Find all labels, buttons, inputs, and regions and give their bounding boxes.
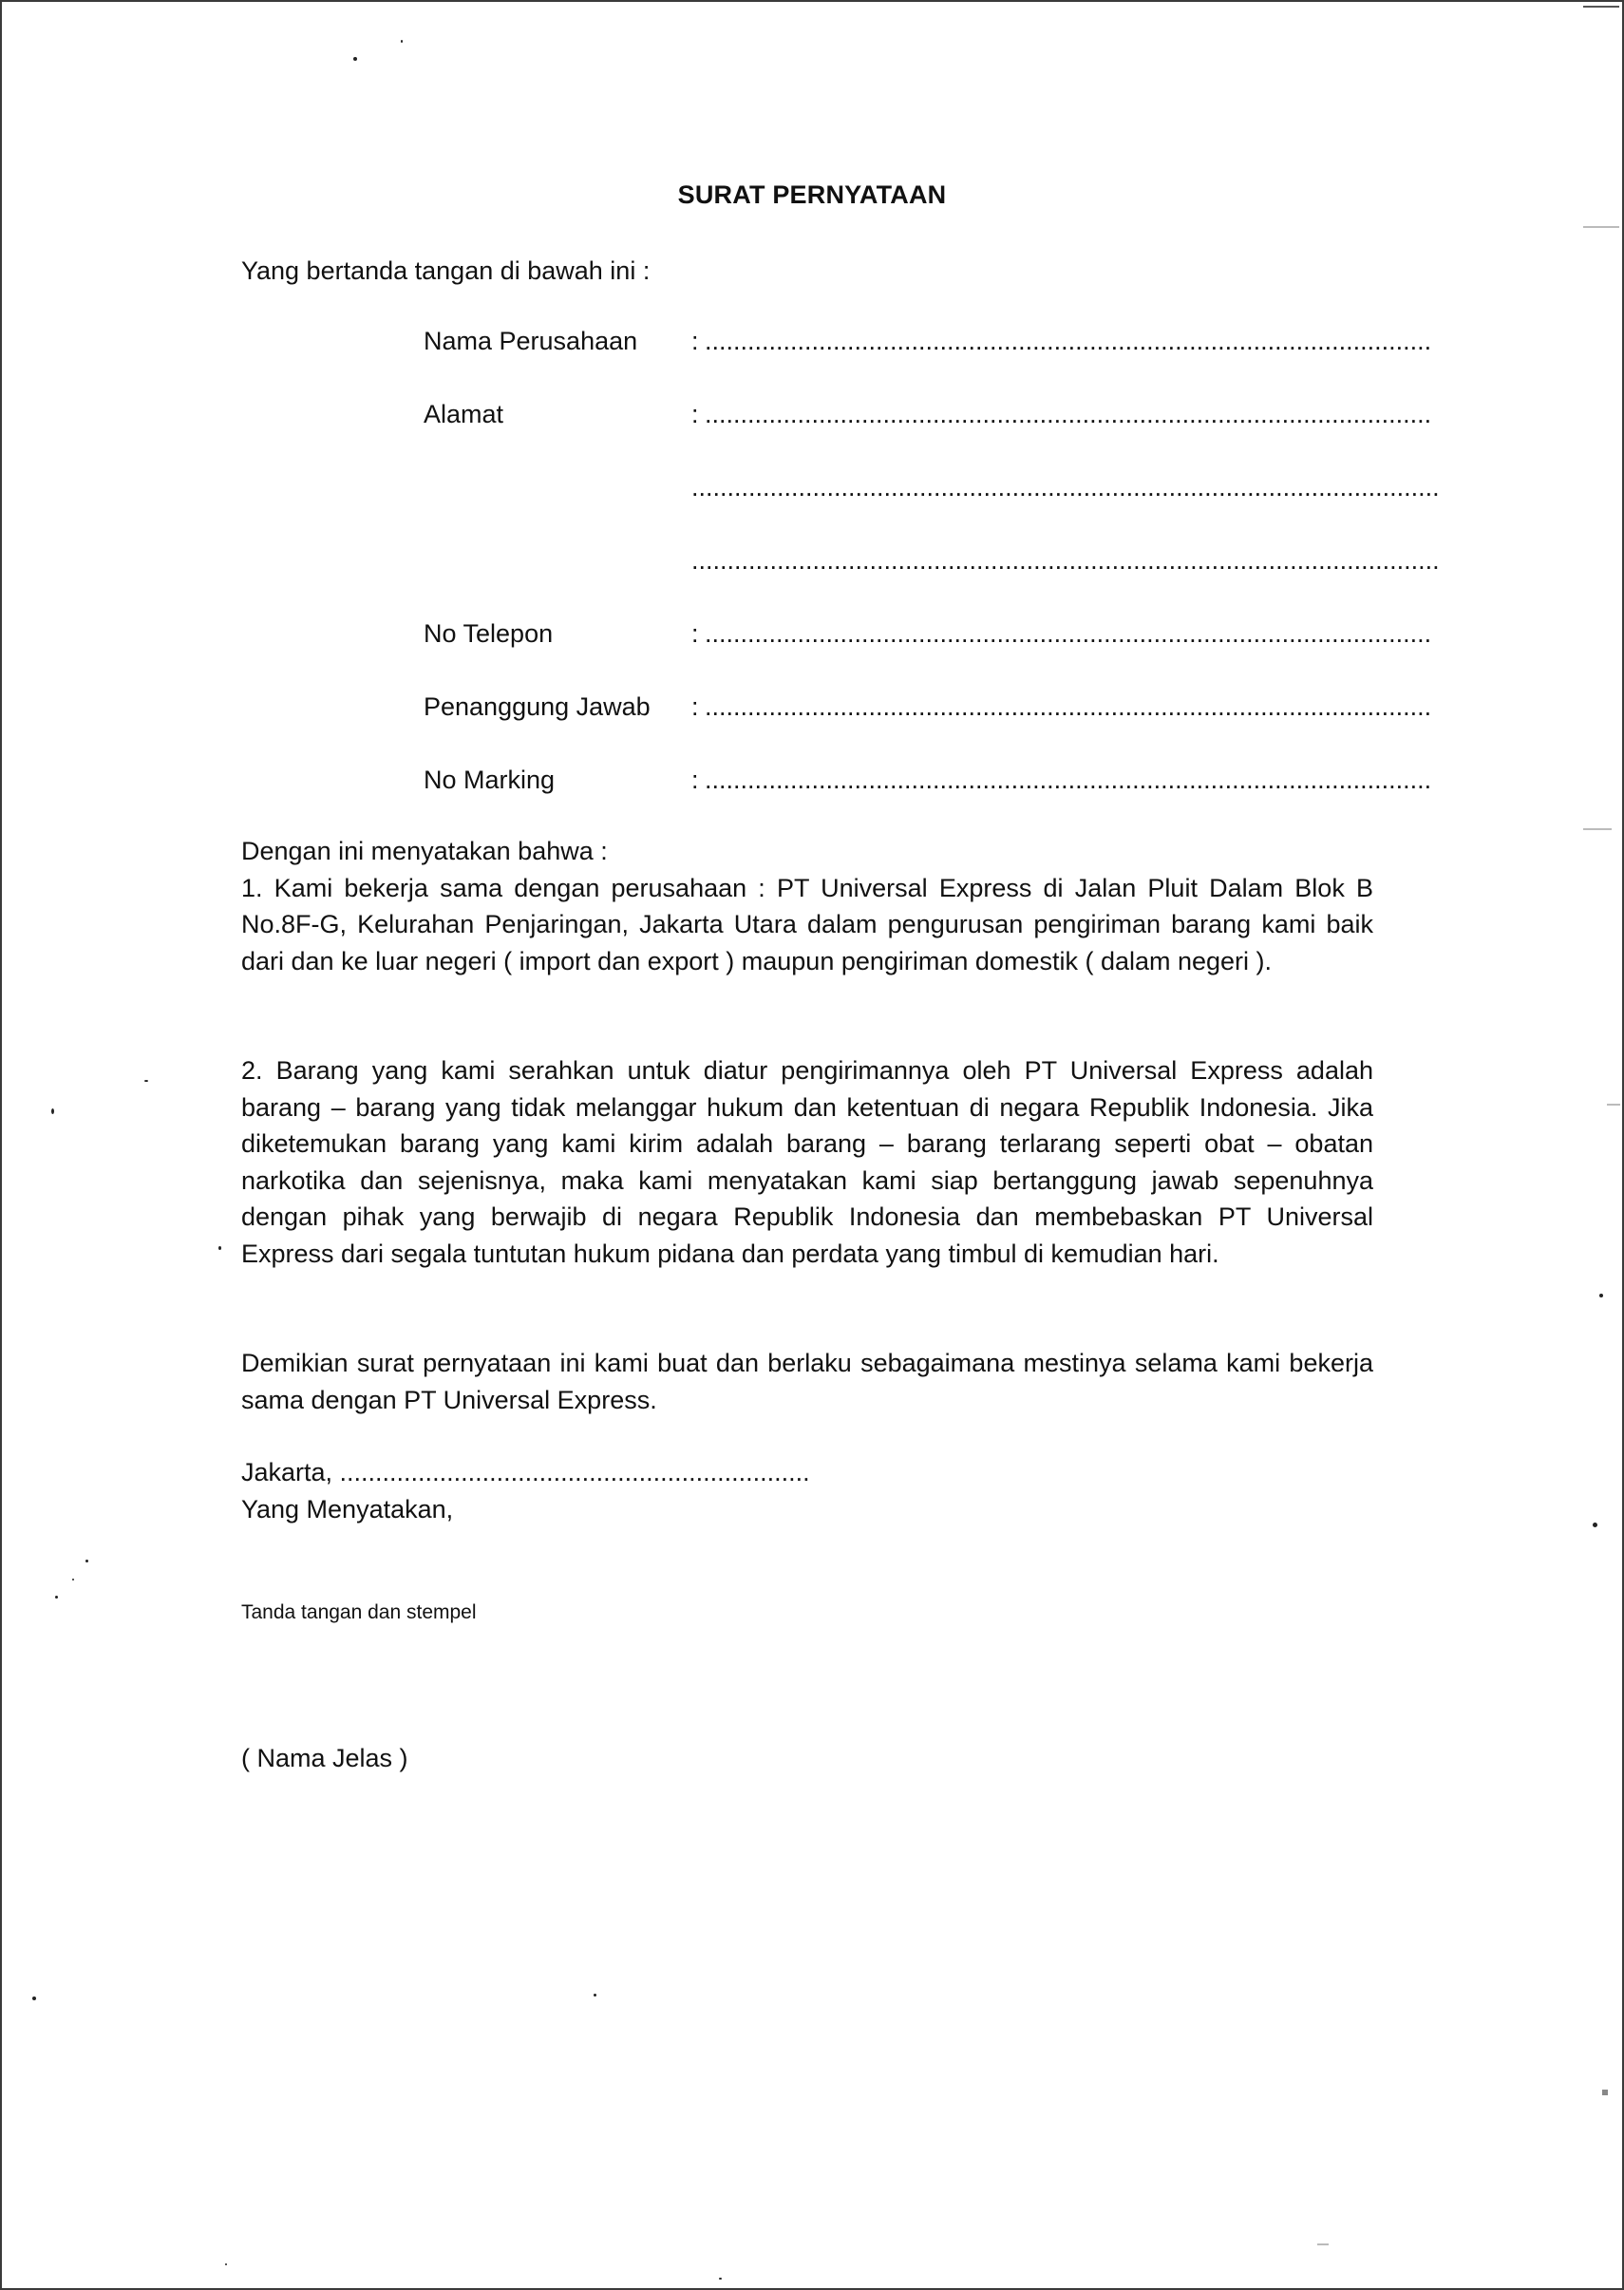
field-label: Nama Perusahaan — [424, 327, 638, 355]
scan-edge-mark — [1583, 226, 1619, 228]
field-colon: : — [691, 619, 699, 648]
field-blank-line: ...................................................................................................... — [705, 327, 1432, 355]
closing-block — [241, 1345, 1373, 1418]
place-date-line: Jakarta, .................................................................. — [241, 1458, 810, 1486]
field-label: No Telepon — [424, 619, 554, 648]
field-blank-line: ......................................................................................................... — [691, 546, 1440, 575]
field-colon: : — [691, 692, 699, 721]
scan-edge-mark — [1607, 1104, 1620, 1106]
statement-section — [241, 833, 1373, 979]
statement-point-1: 1. Kami bekerja sama dengan perusahaan : PT Universal Express di Jalan Pluit Dalam Blok B No.8F-G, Kelurahan Penjaringan, Jakarta Utara dalam pengurusan pengiriman barang kami baik dari dan ke luar negeri ( import dan export ) maupun pengiriman domestik ( dalam negeri ). — [241, 873, 1373, 975]
scan-edge-mark — [1602, 2090, 1608, 2095]
document-title: SURAT PERNYATAAN — [677, 180, 947, 209]
scan-speck — [401, 40, 403, 43]
field-label: Alamat — [424, 400, 504, 428]
field-label: Penanggung Jawab — [424, 692, 651, 721]
scan-speck — [32, 1997, 36, 2000]
closing-text: Demikian surat pernyataan ini kami buat dan berlaku sebagaimana mestinya selama kami bekerja sama dengan PT Universal Express. — [241, 1349, 1373, 1414]
scan-speck — [51, 1108, 54, 1114]
field-label: No Marking — [424, 766, 556, 794]
scan-edge-mark — [1317, 2243, 1329, 2245]
scan-speck — [1599, 1294, 1603, 1297]
scan-speck — [594, 1994, 596, 1997]
field-blank-line: ...................................................................................................... — [705, 692, 1432, 721]
scan-speck — [144, 1080, 148, 1082]
scan-speck — [353, 57, 357, 61]
full-name-block — [241, 1740, 1373, 1777]
field-blank-line: ...................................................................................................... — [705, 619, 1432, 648]
scan-edge-mark — [1583, 6, 1619, 8]
scan-speck — [218, 1246, 221, 1250]
scan-speck — [225, 2263, 227, 2265]
signature-stamp-note: Tanda tangan dan stempel — [241, 1601, 477, 1623]
field-colon: : — [691, 327, 699, 355]
field-blank-line: ...................................................................................................... — [705, 766, 1432, 794]
field-colon: : — [691, 766, 699, 794]
field-colon: : — [691, 400, 699, 428]
scan-speck — [719, 2278, 722, 2280]
signature-block — [241, 1454, 1373, 1527]
scan-speck — [55, 1596, 58, 1599]
scan-speck — [1593, 1523, 1597, 1527]
scan-speck — [72, 1579, 74, 1580]
field-blank-line: ...................................................................................................... — [705, 400, 1432, 428]
field-blank-line: ......................................................................................................... — [691, 473, 1440, 502]
statement-point-2-block — [241, 1052, 1373, 1272]
full-name-line: ( Nama Jelas ) — [241, 1744, 408, 1772]
intro-text: Yang bertanda tangan di bawah ini : — [241, 256, 651, 285]
scan-edge-mark — [1583, 828, 1612, 830]
statement-intro: Dengan ini menyatakan bahwa : — [241, 837, 608, 865]
signatory-label: Yang Menyatakan, — [241, 1494, 454, 1524]
statement-point-2: 2. Barang yang kami serahkan untuk diatur pengirimannya oleh PT Universal Express adalah barang – barang yang tidak melanggar hukum dan ketentuan di negara Republik Indonesia. Jika diketemukan barang yang kami kirim adalah barang – barang terlarang seperti obat – obatan narkotika dan sejenisnya, maka kami menyatakan kami siap bertanggung jawab sepenuhnya dengan pihak yang berwajib di negara Republik Indonesia dan membebaskan PT Universal Express dari segala tuntutan hukum pidana dan perdata yang timbul di kemudian hari. — [241, 1056, 1373, 1268]
scan-speck — [85, 1560, 88, 1562]
